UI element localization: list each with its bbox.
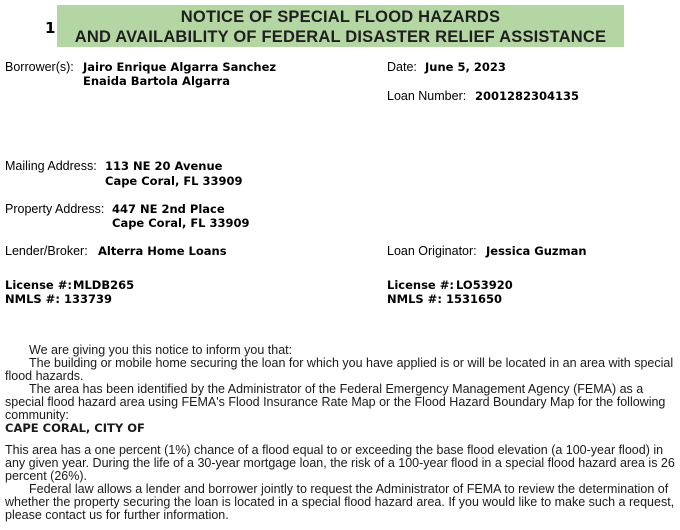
- originator-license-value: LO53920: [456, 278, 513, 292]
- property-address-line-1: 447 NE 2nd Place: [112, 202, 225, 216]
- notice-title-line-1: NOTICE OF SPECIAL FLOOD HAZARDS: [180, 8, 501, 26]
- mailing-address-label: Mailing Address:: [5, 159, 97, 173]
- notice-paragraph-risk: This area has a one percent (1%) chance of a flood equal to or exceeding the base flood elevation (a 100-year flood) in any given year. During the life of a 30-year mortgage loan, the risk of a 100-year flood in a special flood hazard area is 26 percent (26%).: [5, 443, 675, 483]
- originator-nmls-value: 1531650: [446, 292, 503, 306]
- originator-nmls-label: NMLS #:: [387, 292, 442, 306]
- lender-value: Alterra Home Loans: [98, 244, 227, 258]
- originator-value: Jessica Guzman: [486, 244, 587, 258]
- lender-label: Lender/Broker:: [5, 244, 88, 258]
- notice-title-banner: [57, 5, 624, 47]
- notice-paragraph-federal-law: Federal law allows a lender and borrower jointly to request the Administrator of FEMA to review the determination of whether the property securing the loan is located in a special flood hazard area. If you would like to make such a request, please contact us for further information.: [5, 482, 675, 522]
- page-number: 1: [45, 19, 56, 37]
- notice-title-line-2: AND AVAILABILITY OF FEDERAL DISASTER RELIEF ASSISTANCE: [74, 28, 607, 46]
- notice-paragraph-fema: The area has been identified by the Administrator of the Federal Emergency Management Agency (FEMA) as a special flood hazard area using FEMA's Flood Insurance Rate Map or the Flood Hazard Boundary Map for the following community:: [5, 382, 666, 422]
- borrower-label: Borrower(s):: [5, 60, 74, 74]
- lender-nmls-value: 133739: [64, 292, 113, 306]
- community-name: CAPE CORAL, CITY OF: [5, 421, 145, 435]
- borrower-name-1: Jairo Enrique Algarra Sanchez: [83, 60, 277, 74]
- property-address-line-2: Cape Coral, FL 33909: [112, 216, 250, 230]
- notice-body-risk: [5, 444, 677, 522]
- date-label: Date:: [387, 60, 417, 74]
- mailing-address-line-2: Cape Coral, FL 33909: [105, 174, 243, 188]
- loan-number-value: 2001282304135: [475, 89, 580, 103]
- loan-number-label: Loan Number:: [387, 89, 467, 103]
- mailing-address-line-1: 113 NE 20 Avenue: [105, 159, 223, 173]
- originator-label: Loan Originator:: [387, 244, 477, 258]
- lender-license-label: License #:: [5, 278, 72, 292]
- borrower-name-2: Enaida Bartola Algarra: [83, 74, 230, 88]
- originator-license-label: License #:: [387, 278, 454, 292]
- notice-paragraph-building: The building or mobile home securing the loan for which you have applied is or will be located in an area with special flood hazards.: [5, 356, 674, 383]
- property-address-label: Property Address:: [5, 202, 105, 216]
- notice-body: [5, 344, 677, 435]
- notice-intro: We are giving you this notice to inform you that:: [29, 343, 293, 357]
- lender-license-value: MLDB265: [73, 278, 135, 292]
- date-value: June 5, 2023: [425, 60, 506, 74]
- lender-nmls-label: NMLS #:: [5, 292, 60, 306]
